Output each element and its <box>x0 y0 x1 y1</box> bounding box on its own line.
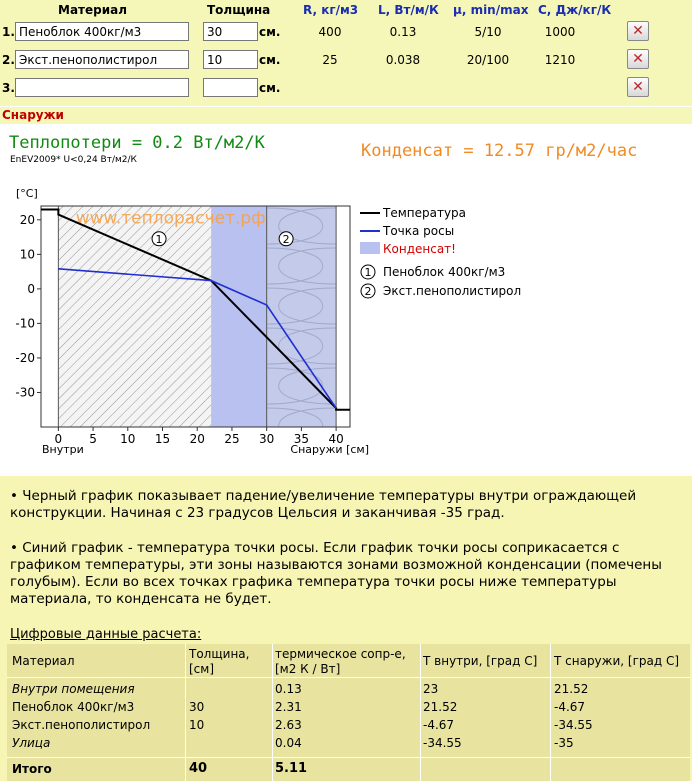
material-input[interactable] <box>15 22 189 41</box>
calc-row-thickness: 30 <box>189 700 205 714</box>
calc-row-resistance: 0.04 <box>275 736 302 750</box>
y-tick-label: -30 <box>15 385 35 400</box>
conductivity-value: 0.13 <box>389 25 417 39</box>
layer-marker-number: 1 <box>155 232 163 246</box>
x-tick-label: 5 <box>89 432 97 446</box>
row-number: 1. <box>2 25 15 39</box>
calc-table <box>7 644 690 781</box>
x-tick-label: 20 <box>189 432 205 446</box>
conductivity-value: 0.038 <box>385 53 421 67</box>
legend-layer-number: 2 <box>364 285 372 298</box>
calc-row-material: Пеноблок 400кг/м3 <box>12 700 135 714</box>
calc-row-t-inside: -34.55 <box>423 736 462 750</box>
calc-row-t-inside: 23 <box>423 682 439 696</box>
x-tick-label: 0 <box>54 432 63 446</box>
calc-header-t-inside: T внутри, [град C] <box>423 654 538 668</box>
calc-row-thickness: 10 <box>189 718 205 732</box>
condensate-result: Конденсат = 12.57 гр/м2/час <box>361 141 638 161</box>
calc-row-t-outside: -34.55 <box>554 718 593 732</box>
delete-row-button[interactable] <box>627 21 649 41</box>
row-number: 3. <box>2 81 15 95</box>
calc-row-material: Улица <box>12 736 51 750</box>
header-heat-capacity: C, Дж/кг/К <box>538 3 612 17</box>
x-tick-label: 10 <box>120 432 136 446</box>
vapor-value: 20/100 <box>466 53 510 67</box>
calc-total-label: Итого <box>12 762 52 776</box>
heat-capacity-value: 1000 <box>544 25 576 39</box>
header-material: Материал <box>58 3 128 17</box>
calc-row-material: Внутри помещения <box>12 682 135 696</box>
delete-row-button[interactable] <box>627 77 649 97</box>
close-icon: ✕ <box>632 51 644 67</box>
calc-row-material: Экст.пенополистирол <box>12 718 151 732</box>
calc-total-thickness: 40 <box>189 761 208 776</box>
unit-label: см. <box>259 53 281 67</box>
legend-layer-number: 1 <box>364 266 372 279</box>
close-icon: ✕ <box>632 23 644 39</box>
calc-row-t-outside: -4.67 <box>554 700 586 714</box>
x-tick-label: 40 <box>328 432 344 446</box>
header-density: R, кг/м3 <box>303 3 359 17</box>
y-axis-label: [°C] <box>16 187 38 200</box>
header-conductivity: L, Вт/м/К <box>378 3 439 17</box>
norm-note: EnEV2009* U<0,24 Вт/м2/К <box>10 155 137 165</box>
y-tick-label: 20 <box>19 212 35 227</box>
x-tick-label: 15 <box>154 432 171 446</box>
x-tick-label: 35 <box>293 432 310 446</box>
calc-total-resistance: 5.11 <box>275 761 308 776</box>
calc-row-resistance: 2.63 <box>275 718 302 732</box>
density-value: 25 <box>322 53 338 67</box>
info-bullet-dewpoint: • Синий график - температура точки росы. Если график точки росы соприкасается с графиком температуры, эти зоны называются зонами возможной конденсации (помечены голубым). Если во всех точках графика температура точки росы ниже температуры материала, то конденсата не будет. <box>10 540 662 607</box>
unit-label: см. <box>259 25 281 39</box>
materials-table <box>0 0 692 106</box>
calc-title: Цифровые данные расчета: <box>10 627 202 642</box>
watermark: www.теплорасчет.рф <box>75 208 266 229</box>
info-section <box>0 476 692 781</box>
info-bullet-temperature: • Черный график показывает падение/увеличение температуры внутри ограждающей конструкции. Начиная с 23 градусов Цельсия и заканчивая -35 град. <box>10 488 637 521</box>
thickness-input[interactable] <box>203 22 258 41</box>
heat-loss-result: Теплопотери = 0.2 Вт/м2/К <box>9 133 265 153</box>
row-number: 2. <box>2 53 15 67</box>
y-tick-label: -20 <box>15 350 35 365</box>
outside-label: Снаружи <box>0 107 692 124</box>
calc-row-resistance: 2.31 <box>275 700 302 714</box>
calc-header-resistance: термическое сопр-е, [м2 К / Вт] <box>275 647 406 676</box>
temperature-chart <box>0 180 692 470</box>
close-icon: ✕ <box>632 79 644 95</box>
legend-condensate-swatch <box>360 242 380 254</box>
calc-row-t-inside: 21.52 <box>423 700 458 714</box>
legend-dewpoint-label: Точка росы <box>383 224 455 238</box>
y-tick-label: 10 <box>19 247 35 262</box>
material-input[interactable] <box>15 50 189 69</box>
vapor-value: 5/10 <box>474 25 502 39</box>
x-tick-label: 25 <box>224 432 240 446</box>
heat-capacity-value: 1210 <box>544 53 576 67</box>
legend-condensate-label: Конденсат! <box>383 242 456 256</box>
legend-layer-label: Экст.пенополистирол <box>383 284 522 298</box>
calc-header-thickness: Толщина, [см] <box>189 647 250 676</box>
x-tick-label: 30 <box>259 432 275 446</box>
calc-row-resistance: 0.13 <box>275 682 302 696</box>
calc-header-material: Материал <box>12 654 75 668</box>
thickness-input[interactable] <box>203 50 258 69</box>
condensate-zone <box>211 206 267 427</box>
calc-row-t-outside: 21.52 <box>554 682 589 696</box>
layer-marker-number: 2 <box>282 232 290 246</box>
calc-row-t-outside: -35 <box>554 736 574 750</box>
calc-row-t-inside: -4.67 <box>423 718 455 732</box>
y-tick-label: -10 <box>15 316 35 331</box>
density-value: 400 <box>318 25 342 39</box>
y-tick-label: 0 <box>27 281 35 296</box>
legend-temperature-label: Температура <box>383 206 467 220</box>
thickness-input[interactable] <box>203 78 258 97</box>
calc-header-t-outside: T снаружи, [град C] <box>554 654 680 668</box>
x-axis-label-left: Внутри <box>42 443 84 456</box>
material-input[interactable] <box>15 78 189 97</box>
delete-row-button[interactable] <box>627 49 649 69</box>
unit-label: см. <box>259 81 281 95</box>
header-vapor: μ, min/max <box>453 3 529 17</box>
x-axis-label-right: Снаружи [см] <box>290 443 369 456</box>
header-thickness: Толщина <box>207 3 271 17</box>
legend-layer-label: Пеноблок 400кг/м3 <box>383 265 506 279</box>
